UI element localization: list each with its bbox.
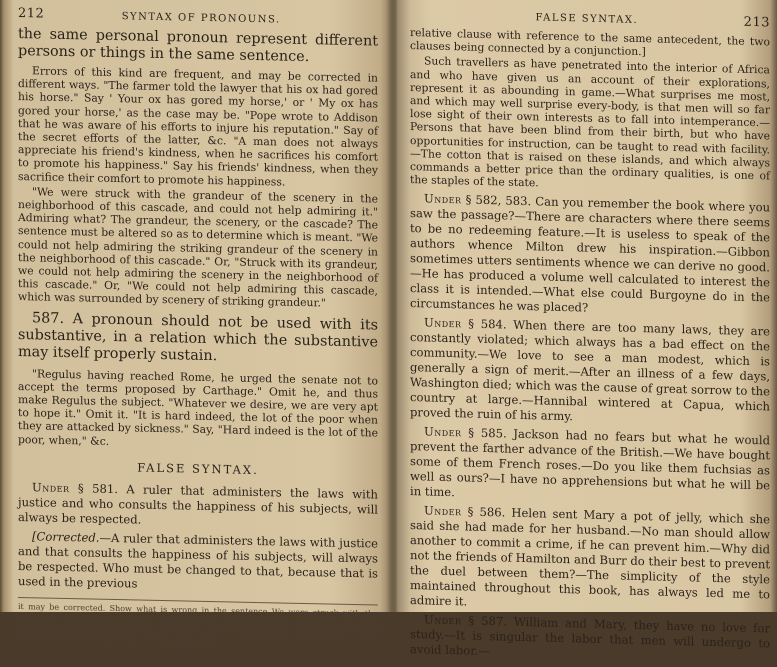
exercise-text: William and Mary, they have no love for study.—It is singular the labor that men will undergo to avoid labor.—: [410, 615, 770, 659]
right-paragraph-1: Such travellers as have penetrated into the interior of Africa and who have given us an account of their explorations, represent it as abounding in game.—What surprises me most, and which may well surprise every-body, is that men will so far lose sight of their own interests as to fall into intemperance.—Persons that have been blind from their birth, but who have opportunities for instruction, can be taught to read with facility.—The cotton that is raised on these islands, and which always commands a better price than the ordinary qualities, is one of the staples of the state.: [410, 54, 770, 190]
section-ref: § 585.: [468, 425, 507, 441]
right-page-content: [410, 6, 770, 667]
under-label: Under: [32, 480, 70, 495]
corrected-label: [Corrected.: [32, 529, 100, 545]
section-ref: § 581.: [77, 481, 118, 496]
exercise-text: Helen sent Mary a pot of jelly, which she said she had made for her husband.—No man should allow another to commit a crime, if he can prevent him.—Why did not the friends of Hamilton and Burr do their best to prevent the duel between them?—The simplicity of the style maintained throughout this book, has always led me to admire it.: [410, 506, 771, 609]
left-paragraph-2: "We were struck with the grandeur of the scenery in the neighborhood of this cascade, and could not help admiring it." Admiring what? The grandeur, the scenery, or the cascade? The sentence must be altered so as to determine which is meant. "We could not help admiring the striking grandeur of the scenery in the neighborhood of this cascade." Or, "Struck with its grandeur, we could not help admiring the scenery in the neighborhood of this cascade." Or, "We could not help admiring this cascade, which was surrounded by scenery of striking grandeur.": [18, 185, 378, 310]
rule-587: [18, 310, 378, 369]
rule-text: A pronoun should not be used with its substantive, in a relation which the substantive may itself properly sustain.: [18, 310, 378, 364]
book-gutter: [380, 0, 410, 612]
left-paragraph-1: Errors of this kind are frequent, and may be corrected in different ways. "The farmer told the lawyer that his ox had gored his horse." Say ' Your ox has gored my horse,' or ' My ox has gored your horse,' as the case may be. "Pope wrote to Addison that he was aware of his efforts to injure his reputation." Say of the secret efforts of the latter, &c. "A man does not always appreciate his friend's kindness, when he sacrifices his comfort to promote his happiness." Say his friends' kindness, when they sacrifice their comfort to promote his happiness.: [18, 64, 378, 189]
corrected-text: —A ruler that administers the laws with justice and that consults the happiness of his subjects, will always be respected. Who must be changed to that, because that is used in the previous: [18, 530, 378, 591]
false-syntax-581: [18, 480, 378, 533]
section-ref: § 587.: [468, 613, 507, 629]
exercise-text: Can you remember the book where you saw the passage?—There are characters where there seems to be no redeeming feature.—It is useless to speak of the authors whence Milton drew his inspiration.—Gibbon sometimes utters sentiments whence we can derive no good.—He has produced a volume well calculated to interest the class it is intended.—What else could Burgoyne do in the circumstances he was placed?: [410, 194, 771, 316]
section-ref: § 582, 583.: [465, 192, 532, 209]
left-opening-text: the same personal pronoun represent different persons or things in the same sentence.: [18, 26, 378, 66]
under-label: Under: [424, 191, 462, 207]
left-page-number: 212: [18, 6, 45, 22]
right-continuation: relative clause with reference to the same antecedent, the two clauses being connected by a conjunction.]: [410, 26, 770, 59]
section-ref: § 584.: [468, 316, 507, 332]
left-page-content: [18, 6, 378, 650]
footnote: it may be corrected. Show what is wrong in the sentence We were struck with the grandeur of the scenery in the neighborhood of this cascade, and could not help admiring it. Alter the sentence in three ways, so as to determine its meaning. 587. State the rule relating to a pronoun and its substantive.: [18, 601, 378, 646]
exercise-text: When there are too many laws, they are constantly violated; which always has a bad effect on the community.—We love to see a man modest, which is generally a sign of merit.—After an illness of a few days, Washington died; which was the cause of great sorrow to the country at large.—Hannibal wintered at Capua, which proved the ruin of his army.: [410, 318, 770, 424]
false-syntax-582: [410, 191, 770, 320]
left-paragraph-3: "Regulus having reached Rome, he urged the senate not to accept the terms proposed by Carthage." Omit he, and thus make Regulus the subject. "Whatever we desire, we are very apt to hope it." Omit it. "It is hard indeed, the lot of the poor when they are attacked by sickness." Say, "Hard indeed is the lot of the poor, when," &c.: [18, 366, 378, 448]
false-syntax-heading: FALSE SYNTAX.: [137, 460, 259, 477]
left-page: [18, 0, 378, 646]
false-syntax-586: [410, 503, 770, 617]
under-label: Under: [424, 315, 462, 331]
corrected-example: [18, 529, 378, 597]
section-ref: § 586.: [467, 504, 506, 520]
under-label: Under: [424, 503, 462, 519]
left-running-title: SYNTAX OF PRONOUNS.: [121, 11, 281, 26]
under-label: Under: [424, 424, 462, 440]
rule-number: 587.: [32, 309, 65, 327]
right-running-title: FALSE SYNTAX.: [535, 12, 639, 26]
false-syntax-585: [410, 424, 770, 508]
right-page: [410, 0, 771, 659]
under-label: Under: [424, 612, 462, 628]
exercise-text: A ruler that administers the laws with justice and who consults the happiness of his subjects, will always be respected.: [18, 482, 378, 527]
exercise-text: Jackson had no fears but what he would prevent the farther advance of the British.—We have bought some of them French roses.—Do you like them fuchsias as well as ours?—I have no apprehensions but what he will be in time.: [410, 427, 771, 500]
right-page-number: 213: [743, 14, 770, 31]
false-syntax-587: [410, 612, 770, 666]
false-syntax-584: [410, 315, 770, 429]
